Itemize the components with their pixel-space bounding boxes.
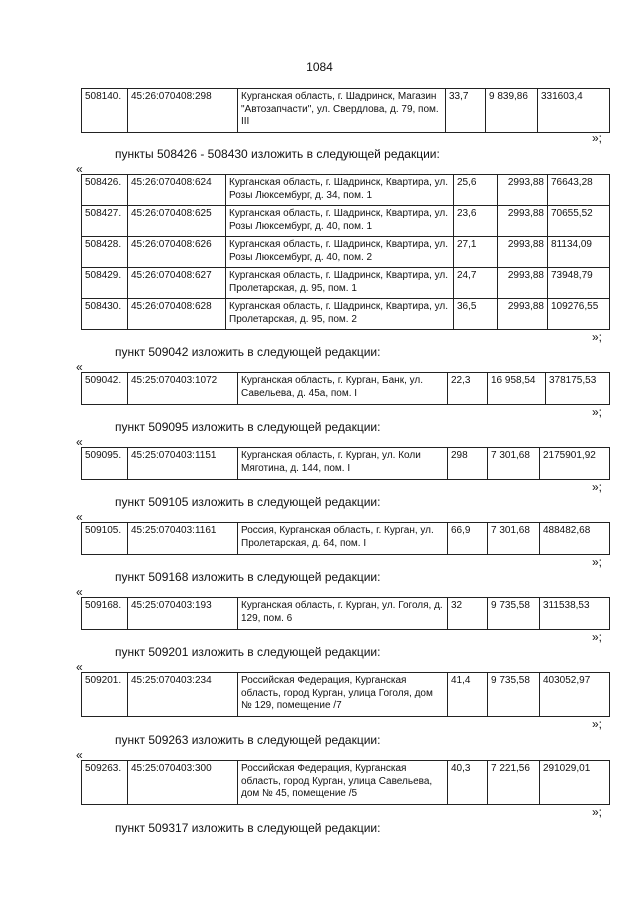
cell-area: 22,3 <box>448 373 488 405</box>
closing-quote: »; <box>592 131 603 145</box>
cell-number: 509168. <box>82 598 128 630</box>
cell-rate: 9 839,86 <box>486 89 538 133</box>
cell-value: 331603,4 <box>538 89 610 133</box>
cell-value: 378175,53 <box>546 373 610 405</box>
table-row <box>82 89 610 133</box>
cell-rate: 2993,88 <box>498 237 548 268</box>
cell-value: 2175901,92 <box>540 448 610 480</box>
table-row <box>82 448 610 480</box>
cell-cadastral: 45:25:070403:1151 <box>128 448 238 480</box>
table-row <box>82 299 610 330</box>
cell-number: 508428. <box>82 237 128 268</box>
cell-address: Курганская область, г. Шадринск, Квартира, ул. Розы Люксембург, д. 40, пом. 1 <box>226 206 454 237</box>
table-row <box>82 523 610 555</box>
cell-address: Курганская область, г. Курган, ул. Коли Мяготина, д. 144, пом. I <box>238 448 448 480</box>
cell-address: Курганская область, г. Курган, Банк, ул. Савельева, д. 45а, пом. I <box>238 373 448 405</box>
cell-area: 33,7 <box>446 89 486 133</box>
closing-quote: »; <box>592 630 603 644</box>
opening-quote: « <box>76 360 83 374</box>
cell-cadastral: 45:26:070408:625 <box>128 206 226 237</box>
cell-area: 298 <box>448 448 488 480</box>
cell-number: 509095. <box>82 448 128 480</box>
cell-address: Россия, Курганская область, г. Курган, ул. Пролетарская, д. 64, пом. I <box>238 523 448 555</box>
cell-cadastral: 45:26:070408:628 <box>128 299 226 330</box>
cell-cadastral: 45:25:070403:1072 <box>128 373 238 405</box>
section-label: пункт 509201 изложить в следующей редакции: <box>115 645 381 659</box>
opening-quote: « <box>76 162 83 176</box>
section-label: пункты 508426 - 508430 изложить в следующей редакции: <box>115 147 440 161</box>
section-label: пункт 509263 изложить в следующей редакции: <box>115 733 381 747</box>
cell-cadastral: 45:26:070408:626 <box>128 237 226 268</box>
cell-area: 32 <box>448 598 488 630</box>
cell-rate: 2993,88 <box>498 206 548 237</box>
cell-number: 509201. <box>82 673 128 717</box>
cell-area: 27,1 <box>454 237 498 268</box>
cell-value: 76643,28 <box>548 175 610 206</box>
cell-number: 509263. <box>82 761 128 805</box>
cell-cadastral: 45:25:070403:193 <box>128 598 238 630</box>
cell-address: Курганская область, г. Шадринск, Магазин "Автозапчасти", ул. Свердлова, д. 79, пом. III <box>238 89 446 133</box>
cell-rate: 2993,88 <box>498 299 548 330</box>
cell-cadastral: 45:26:070408:298 <box>128 89 238 133</box>
cell-address: Российская Федерация, Курганская область, город Курган, улица Гоголя, дом № 129, помещение /7 <box>238 673 448 717</box>
closing-quote: »; <box>592 405 603 419</box>
table-row <box>82 206 610 237</box>
cell-value: 403052,97 <box>540 673 610 717</box>
registry-table-509263 <box>81 760 610 805</box>
cell-value: 488482,68 <box>540 523 610 555</box>
cell-address: Курганская область, г. Шадринск, Квартира, ул. Розы Люксембург, д. 40, пом. 2 <box>226 237 454 268</box>
cell-cadastral: 45:26:070408:624 <box>128 175 226 206</box>
cell-address: Российская Федерация, Курганская область, город Курган, улица Савельева, дом № 45, помещение /5 <box>238 761 448 805</box>
cell-number: 509105. <box>82 523 128 555</box>
table-row <box>82 175 610 206</box>
cell-number: 508430. <box>82 299 128 330</box>
page-number: 1084 <box>306 60 333 74</box>
cell-area: 25,6 <box>454 175 498 206</box>
registry-table-508426 <box>81 174 610 330</box>
cell-address: Курганская область, г. Шадринск, Квартира, ул. Пролетарская, д. 95, пом. 2 <box>226 299 454 330</box>
section-label: пункт 509105 изложить в следующей редакции: <box>115 495 381 509</box>
cell-rate: 9 735,58 <box>488 673 540 717</box>
cell-cadastral: 45:26:070408:627 <box>128 268 226 299</box>
section-label: пункт 509095 изложить в следующей редакции: <box>115 420 381 434</box>
registry-table-509201 <box>81 672 610 717</box>
closing-quote: »; <box>592 555 603 569</box>
cell-value: 70655,52 <box>548 206 610 237</box>
cell-rate: 7 301,68 <box>488 448 540 480</box>
cell-rate: 7 301,68 <box>488 523 540 555</box>
cell-rate: 2993,88 <box>498 268 548 299</box>
table-row <box>82 598 610 630</box>
cell-value: 73948,79 <box>548 268 610 299</box>
registry-table-509168 <box>81 597 610 630</box>
cell-rate: 7 221,56 <box>488 761 540 805</box>
cell-cadastral: 45:25:070403:300 <box>128 761 238 805</box>
cell-number: 508427. <box>82 206 128 237</box>
opening-quote: « <box>76 435 83 449</box>
cell-cadastral: 45:25:070403:234 <box>128 673 238 717</box>
opening-quote: « <box>76 748 83 762</box>
cell-area: 41,4 <box>448 673 488 717</box>
cell-area: 40,3 <box>448 761 488 805</box>
cell-value: 291029,01 <box>540 761 610 805</box>
cell-number: 509042. <box>82 373 128 405</box>
table-row <box>82 268 610 299</box>
cell-area: 36,5 <box>454 299 498 330</box>
cell-area: 66,9 <box>448 523 488 555</box>
cell-rate: 16 958,54 <box>488 373 546 405</box>
cell-number: 508426. <box>82 175 128 206</box>
registry-table-509095 <box>81 447 610 480</box>
table-row <box>82 761 610 805</box>
opening-quote: « <box>76 585 83 599</box>
registry-table-509105 <box>81 522 610 555</box>
closing-quote: »; <box>592 330 603 344</box>
section-label: пункт 509042 изложить в следующей редакции: <box>115 345 381 359</box>
cell-cadastral: 45:25:070403:1161 <box>128 523 238 555</box>
table-row <box>82 237 610 268</box>
section-label: пункт 509317 изложить в следующей редакции: <box>115 821 381 835</box>
cell-address: Курганская область, г. Шадринск, Квартира, ул. Пролетарская, д. 95, пом. 1 <box>226 268 454 299</box>
registry-table-top <box>81 88 610 133</box>
cell-value: 81134,09 <box>548 237 610 268</box>
table-row <box>82 373 610 405</box>
cell-value: 311538,53 <box>540 598 610 630</box>
closing-quote: »; <box>592 480 603 494</box>
cell-number: 508140. <box>82 89 128 133</box>
cell-rate: 2993,88 <box>498 175 548 206</box>
cell-address: Курганская область, г. Курган, ул. Гоголя, д. 129, пом. 6 <box>238 598 448 630</box>
opening-quote: « <box>76 660 83 674</box>
cell-value: 109276,55 <box>548 299 610 330</box>
cell-area: 23,6 <box>454 206 498 237</box>
cell-area: 24,7 <box>454 268 498 299</box>
section-label: пункт 509168 изложить в следующей редакции: <box>115 570 381 584</box>
opening-quote: « <box>76 510 83 524</box>
table-row <box>82 673 610 717</box>
registry-table-509042 <box>81 372 610 405</box>
cell-number: 508429. <box>82 268 128 299</box>
cell-address: Курганская область, г. Шадринск, Квартира, ул. Розы Люксембург, д. 34, пом. 1 <box>226 175 454 206</box>
closing-quote: »; <box>592 805 603 819</box>
closing-quote: »; <box>592 717 603 731</box>
cell-rate: 9 735,58 <box>488 598 540 630</box>
